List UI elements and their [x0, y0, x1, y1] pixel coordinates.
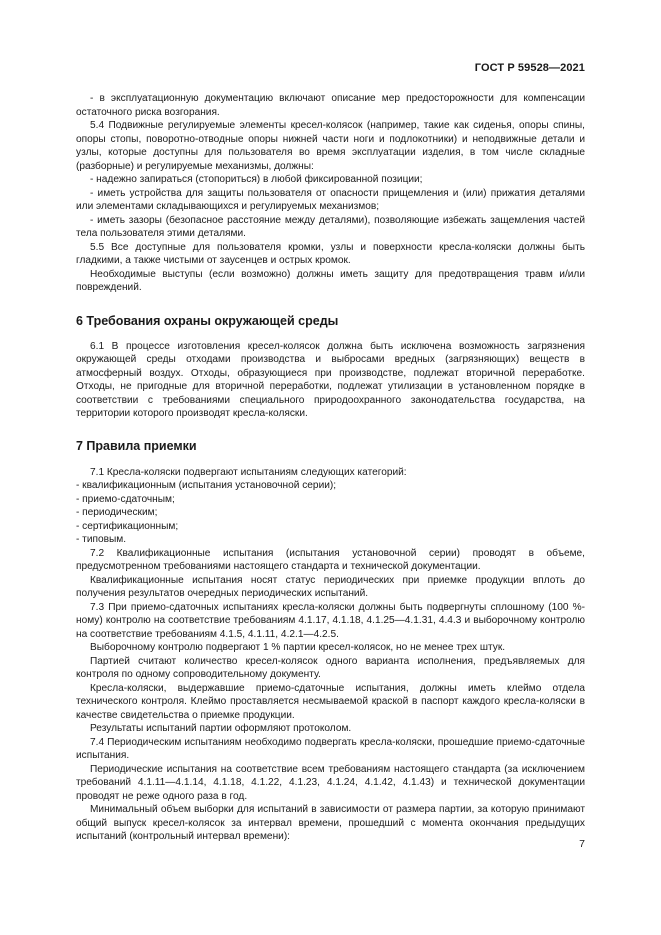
list-item-7-1-qualification: - квалификационным (испытания установочной серии);: [76, 480, 337, 491]
paragraph-7-1: 7.1 Кресла-коляски подвергают испытаниям следующих категорий:: [90, 466, 407, 478]
paragraph-7-3: 7.3 При приемо-сдаточных испытаниях кресла-коляски должны быть подвергнуты сплошному (100 %-ному) контролю на соответствие требованиям 4.1.17, 4.1.18, 4.1.25—4.1.31, 4.4.3 и выборочному контролю на соответствие требованиям 4.1.5, 4.1.11, 4.2.1—4.2.5.: [76, 601, 585, 640]
paragraph-7-4-sample-size: Минимальный объем выборки для испытаний в зависимости от размера партии, за которую принимают общий выпуск кресел-колясок за интервал времени, прошедший с момента окончания предыдущих испытаний (контрольный интервал времени):: [76, 804, 585, 842]
paragraph-7-4: 7.4 Периодическим испытаниям необходимо подвергать кресла-коляски, прошедшие приемо-сдаточные испытания.: [76, 736, 585, 761]
paragraph-7-2: 7.2 Квалификационные испытания (испытания установочной серии) проводят в объеме, предусмотренном требованиями настоящего стандарта и технической документации.: [76, 547, 585, 572]
page-number: 7: [579, 838, 585, 850]
paragraph-6-1: 6.1 В процессе изготовления кресел-колясок должна быть исключена возможность загрязнения окружающей среды отходами производства и выбросами вредных (загрязняющих) веществ в атмосферный воздух. Отходы, образующиеся при производстве, подлежат вторичной переработке. Отходы, не пригодные для вторичной переработки, подлежат утилизации в установленном порядке в соответствии с требованиями специального природоохранного законодательства государства, на территории которого производят кресла-коляски.: [76, 340, 585, 419]
section-heading-7: 7 Правила приемки: [76, 438, 197, 453]
list-item-7-1-type: - типовым.: [76, 534, 127, 545]
list-item-5-4-clearances: - иметь зазоры (безопасное расстояние между деталями), позволяющие избежать защемления частей тела пользователя этими деталями.: [76, 214, 585, 239]
list-item-5-4-pinch-protection: - иметь устройства для защиты пользователя от опасности прищемления и (или) прижатия деталями или элементами складывающихся и регулируемых механизмов;: [76, 187, 585, 212]
list-item-5-4-locking: - надежно запираться (стопориться) в любой фиксированной позиции;: [90, 174, 423, 185]
list-item-7-1-periodic: - периодическим;: [76, 507, 158, 518]
list-item-7-1-acceptance: - приемо-сдаточным;: [76, 493, 175, 505]
paragraph-fire-risk-item: - в эксплуатационную документацию включают описание мер предосторожности для компенсации остаточного риска возгорания.: [76, 93, 585, 118]
document-code: ГОСТ Р 59528—2021: [474, 62, 585, 74]
list-item-7-1-certification: - сертификационным;: [76, 520, 179, 532]
paragraph-5-5: 5.5 Все доступные для пользователя кромки, узлы и поверхности кресла-коляски должны быть гладкими, а также чистыми от заусенцев и острых кромок.: [76, 241, 585, 266]
paragraph-7-2-status: Квалификационные испытания носят статус периодических при приемке продукции вплоть до получения результатов очередных периодических испытаний.: [76, 574, 585, 599]
paragraph-5-4: 5.4 Подвижные регулируемые элементы кресел-колясок (например, такие как сиденья, опоры спины, опоры стопы, поворотно-отводные опоры нижней части ноги и подлокотники) и неподвижные детали и узлы, которые доступны для пользователя во время эксплуатации изделия, в том числе складные (разборные) и регулируемые механизмы, должны:: [76, 120, 585, 172]
paragraph-5-5-protrusions: Необходимые выступы (если возможно) должны иметь защиту для предотвращения травм и/или повреждений.: [76, 268, 585, 293]
paragraph-7-4-scope: Периодические испытания на соответствие всем требованиям настоящего стандарта (за исключением требований 4.1.11—4.1.14, 4.1.18, 4.1.22, 4.1.23, 4.1.24, 4.1.42, 4.1.43) и технической документации проводят не реже одного раза в год.: [76, 763, 585, 802]
section-heading-6: 6 Требования охраны окружающей среды: [76, 313, 339, 328]
document-body: [76, 92, 585, 844]
paragraph-7-3-sampling: Выборочному контролю подвергают 1 % партии кресел-колясок, но не менее трех штук.: [90, 642, 506, 653]
paragraph-7-3-batch: Партией считают количество кресел-колясок одного варианта исполнения, предъявляемых для контроля по одному сопроводительному документу.: [76, 655, 585, 680]
paragraph-7-3-protocol: Результаты испытаний партии оформляют протоколом.: [90, 723, 352, 734]
paragraph-7-3-stamp: Кресла-коляски, выдержавшие приемо-сдаточные испытания, должны иметь клеймо отдела технического контроля. Клеймо проставляется несмываемой краской в паспорт каждого кресла-коляски в качестве свидетельства о приемке продукции.: [76, 682, 585, 721]
